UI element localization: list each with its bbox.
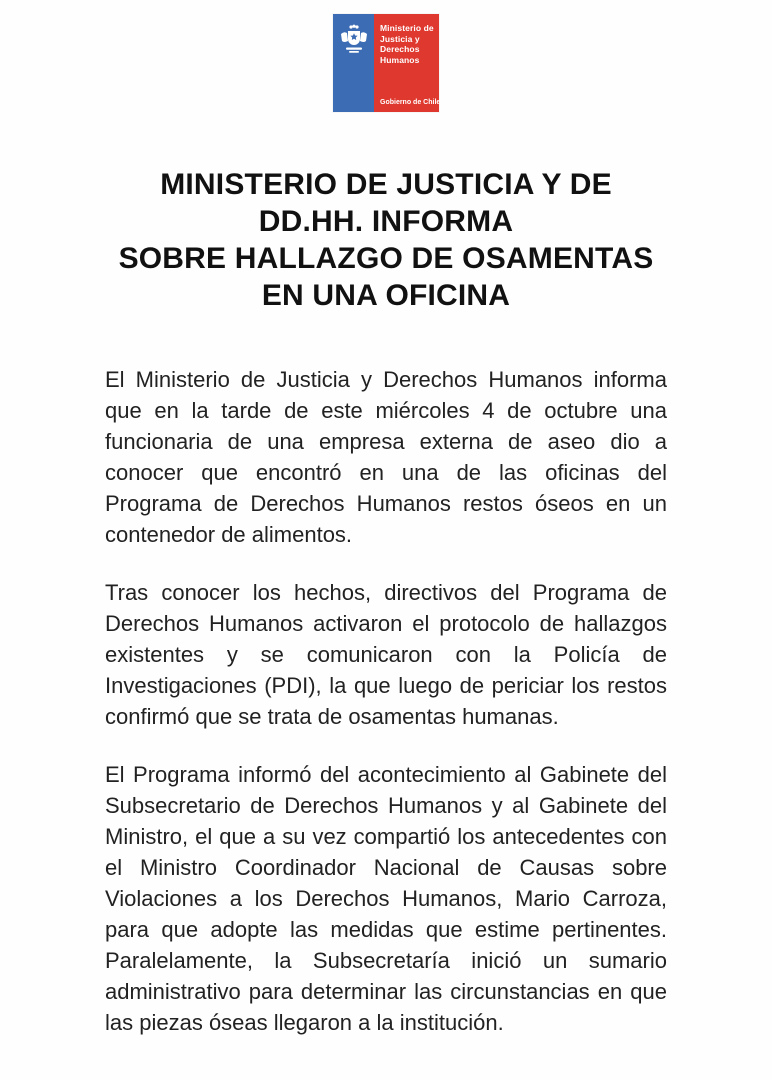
body-paragraph: El Programa informó del acontecimiento al Gabinete del Subsecretario de Derechos Humanos y al Gabinete del Ministro, el que a su vez compartió los antecedentes con el Ministro Coordinador Nacional de Causas sobre Violaciones a los Derechos Humanos, Mario Carroza, para que adopte las medidas que estime pertinentes. Paralelamente, la Subsecretaría inició un sumario administrativo para determinar las circunstancias en que las piezas óseas llegaron a la institución.	[105, 762, 667, 1035]
logo-ministry-line: Humanos	[380, 54, 420, 65]
logo-container	[0, 0, 772, 112]
logo-ministry-line: Justicia y	[380, 33, 420, 44]
logo-ministry-line: Ministerio de	[380, 23, 434, 33]
page-title-line: MINISTERIO DE JUSTICIA Y DE	[160, 168, 612, 201]
document-body	[105, 364, 667, 1038]
page-title	[0, 166, 772, 314]
chile-coat-of-arms-icon	[339, 24, 369, 63]
ministry-logo	[333, 14, 439, 112]
logo-government-label: Gobierno de Chile	[380, 99, 441, 106]
page-title-line: EN UNA OFICINA	[261, 279, 511, 312]
body-paragraph: El Ministerio de Justicia y Derechos Humanos informa que en la tarde de este miércoles 4 de octubre una funcionaria de una empresa externa de aseo dio a conocer que encontró en una de las oficinas del Programa de Derechos Humanos restos óseos en un contenedor de alimentos.	[105, 367, 667, 547]
logo-blue-panel	[333, 14, 374, 112]
logo-ministry-name	[380, 23, 435, 65]
page-title-line: SOBRE HALLAZGO DE OSAMENTAS	[118, 242, 654, 275]
body-paragraph: Tras conocer los hechos, directivos del Programa de Derechos Humanos activaron el protocolo de hallazgos existentes y se comunicaron con la Policía de Investigaciones (PDI), la que luego de periciar los restos confirmó que se trata de osamentas humanas.	[105, 580, 667, 729]
logo-red-panel	[374, 14, 439, 112]
logo-ministry-line: Derechos	[380, 44, 420, 54]
page-title-line: DD.HH. INFORMA	[258, 205, 514, 238]
